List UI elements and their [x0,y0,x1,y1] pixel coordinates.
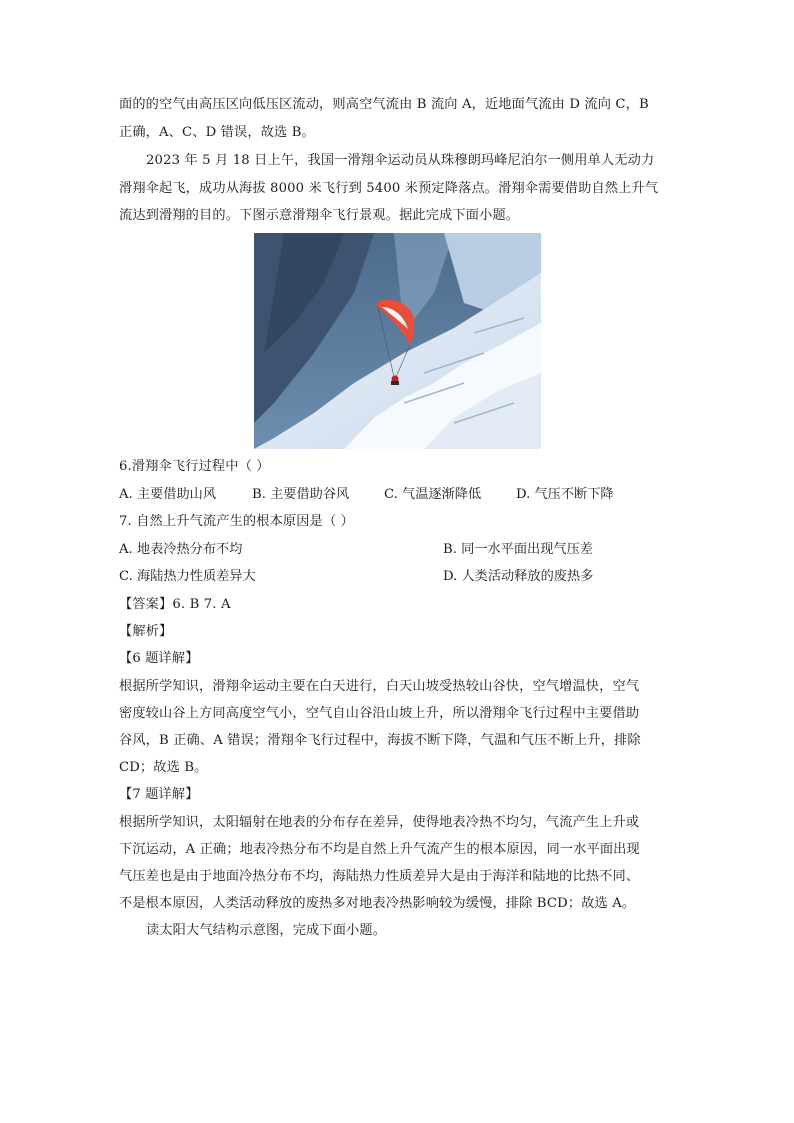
q6-detail-line-1: 根据所学知识，滑翔伞运动主要在白天进行，白天山坡受热较山谷快，空气增温快，空气 [119,679,640,694]
intro-line-1: 面的的空气由高压区向低压区流动，则高空气流由 B 流向 A，近地面气流由 D 流向 C，B [119,97,649,112]
q7-detail-line-2: 下沉运动，A 正确；地表冷热分布不均是自然上升气流产生的根本原因，同一水平面出现 [119,842,640,857]
next-question-intro: 读太阳大气结构示意图，完成下面小题。 [146,923,387,938]
q7-option-b: B. 同一水平面出现气压差 [443,542,593,557]
q7-detail-line-4: 不是根本原因，人类活动释放的废热多对地表冷热影响较为缓慢，排除 BCD；故选 A。 [119,896,636,911]
q6-option-b: B. 主要借助谷风 [252,487,350,502]
q7-detail-heading: 【7 题详解】 [119,787,199,802]
q7-detail-line-3: 气压差也是由于地面冷热分布不均，海陆热力性质差异大是由于海洋和陆地的比热不同、 [119,869,640,884]
passage-line-3: 流达到滑翔的目的。下图示意滑翔伞飞行景观。据此完成下面小题。 [119,208,520,223]
q7-option-a: A. 地表冷热分布不均 [119,542,243,557]
passage-line-2: 滑翔伞起飞，成功从海拔 8000 米飞行到 5400 米预定降落点。滑翔伞需要借助自然上升气 [119,181,659,196]
q7-detail-line-1: 根据所学知识，太阳辐射在地表的分布存在差异，使得地表冷热不均匀，气流产生上升或 [119,815,640,830]
q6-option-c: C. 气温逐渐降低 [384,487,482,502]
intro-line-2: 正确，A、C、D 错误，故选 B。 [119,125,315,140]
passage-line-1: 2023 年 5 月 18 日上午，我国一滑翔伞运动员从珠穆朗玛峰尼泊尔一侧用单人无动力 [146,153,655,168]
q6-detail-line-2: 密度较山谷上方同高度空气小，空气自山谷沿山坡上升，所以滑翔伞飞行过程中主要借助 [119,706,640,721]
analysis-heading: 【解析】 [119,624,173,639]
q7-option-d: D. 人类活动释放的废热多 [443,569,594,584]
q7-option-c: C. 海陆热力性质差异大 [119,569,256,584]
q6-stem: 6.滑翔伞飞行过程中（ ） [119,459,270,474]
q6-detail-heading: 【6 题详解】 [119,651,199,666]
q6-option-d: D. 气压不断下降 [516,487,614,502]
paraglider-photo [254,233,541,449]
q6-detail-line-3: 谷风，B 正确、A 错误；滑翔伞飞行过程中，海拔不断下降，气温和气压不断上升，排除 [119,733,641,748]
q6-detail-line-4: CD；故选 B。 [119,760,208,775]
answer-line: 【答案】6. B 7. A [119,597,231,612]
q6-option-a: A. 主要借助山风 [119,487,217,502]
q7-stem: 7. 自然上升气流产生的根本原因是（ ） [119,514,354,529]
